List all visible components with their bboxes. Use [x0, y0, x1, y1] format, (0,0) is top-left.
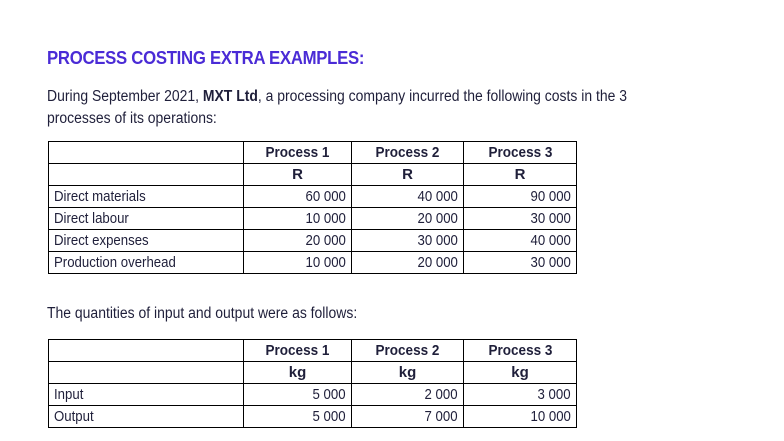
page-title: PROCESS COSTING EXTRA EXAMPLES:: [47, 48, 365, 68]
cost-header-process-1: Process 1: [244, 142, 352, 164]
row-label: Direct labour: [49, 208, 244, 230]
quantity-table: [48, 339, 577, 428]
table-row: [49, 406, 577, 428]
cell-value: 90 000: [464, 186, 577, 208]
cost-unit-1: R: [244, 164, 352, 186]
quantities-intro: The quantities of input and output were as follows:: [47, 305, 358, 322]
quantity-unit-3: kg: [464, 362, 577, 384]
empty-cell: [49, 362, 244, 384]
cell-value: 20 000: [352, 252, 464, 274]
cost-header-row: [49, 142, 577, 164]
quantity-header-row: [49, 340, 577, 362]
cell-value: 10 000: [244, 252, 352, 274]
quantity-unit-2: kg: [352, 362, 464, 384]
cost-units-row: [49, 164, 577, 186]
empty-cell: [49, 164, 244, 186]
cost-header-process-2: Process 2: [352, 142, 464, 164]
cell-value: 40 000: [352, 186, 464, 208]
quantity-header-process-3: Process 3: [464, 340, 577, 362]
cell-value: 5 000: [244, 384, 352, 406]
empty-cell: [49, 142, 244, 164]
row-label: Production overhead: [49, 252, 244, 274]
empty-cell: [49, 340, 244, 362]
cost-unit-2: R: [352, 164, 464, 186]
cell-value: 30 000: [464, 208, 577, 230]
cell-value: 10 000: [464, 406, 577, 428]
cell-value: 60 000: [244, 186, 352, 208]
cell-value: 5 000: [244, 406, 352, 428]
cost-header-process-3: Process 3: [464, 142, 577, 164]
table-row: [49, 208, 577, 230]
cell-value: 20 000: [244, 230, 352, 252]
quantity-header-process-2: Process 2: [352, 340, 464, 362]
quantity-units-row: [49, 362, 577, 384]
cost-table: [48, 141, 577, 274]
cost-unit-3: R: [464, 164, 577, 186]
cell-value: 7 000: [352, 406, 464, 428]
row-label: Direct expenses: [49, 230, 244, 252]
company-name: MXT Ltd: [202, 88, 258, 105]
row-label: Output: [49, 406, 244, 428]
cell-value: 10 000: [244, 208, 352, 230]
table-row: [49, 230, 577, 252]
cell-value: 20 000: [352, 208, 464, 230]
cell-value: 30 000: [464, 252, 577, 274]
cell-value: 40 000: [464, 230, 577, 252]
quantity-unit-1: kg: [244, 362, 352, 384]
quantity-header-process-1: Process 1: [244, 340, 352, 362]
cell-value: 2 000: [352, 384, 464, 406]
row-label: Direct materials: [49, 186, 244, 208]
intro-paragraph: [47, 86, 677, 130]
cell-value: 30 000: [352, 230, 464, 252]
table-row: [49, 252, 577, 274]
intro-prefix: During September 2021,: [47, 88, 203, 105]
cell-value: 3 000: [464, 384, 577, 406]
table-row: [49, 186, 577, 208]
intro-suffix: , a processing company incurred the following costs in the 3 processes of its operations:: [47, 88, 627, 127]
row-label: Input: [49, 384, 244, 406]
table-row: [49, 384, 577, 406]
